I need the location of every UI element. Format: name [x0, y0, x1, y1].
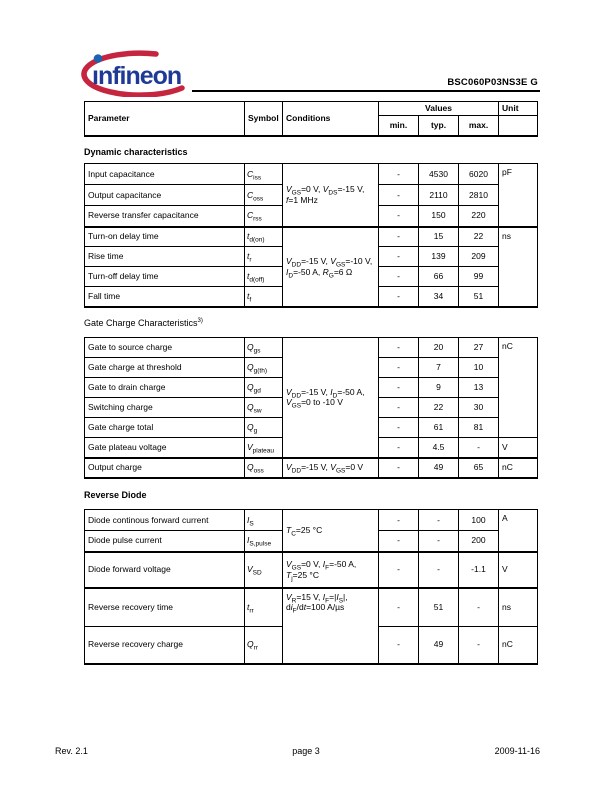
symbol-cell: $C_{iss}$	[245, 164, 283, 185]
max-value-cell: 200	[459, 531, 499, 552]
min-value-cell: -	[379, 458, 419, 478]
param-cell: Gate to drain charge	[85, 378, 245, 398]
param-cell: Diode pulse current	[85, 531, 245, 552]
min-value-cell: -	[379, 338, 419, 358]
param-cell: Output capacitance	[85, 185, 245, 206]
typ-value-cell: 49	[419, 627, 459, 664]
max-value-cell: 99	[459, 267, 499, 287]
gate-charge-table-box	[84, 337, 538, 479]
param-cell: Fall time	[85, 287, 245, 307]
typ-value-cell: 34	[419, 287, 459, 307]
symbol-cell: $V_{SD}$	[245, 552, 283, 588]
param-cell: Switching charge	[85, 398, 245, 418]
table-row	[85, 164, 538, 185]
column-header-table	[84, 101, 538, 137]
conditions-cell: $V_R=15$ V, $I_F=|I_S|$, $di_F/dt=100$ A/µs	[283, 588, 379, 664]
param-cell: Reverse transfer capacitance	[85, 206, 245, 227]
param-cell: Input capacitance	[85, 164, 245, 185]
param-cell: Gate charge total	[85, 418, 245, 438]
symbol-cell: $Q_g$	[245, 418, 283, 438]
min-value-cell: -	[379, 438, 419, 458]
min-header-cell: min.	[379, 116, 419, 136]
typ-value-cell: 9	[419, 378, 459, 398]
typ-value-cell: -	[419, 552, 459, 588]
min-value-cell: -	[379, 418, 419, 438]
footer-page-number: page 3	[292, 746, 320, 756]
max-value-cell: 51	[459, 287, 499, 307]
max-value-cell: 27	[459, 338, 499, 358]
infineon-logo	[72, 49, 202, 97]
symbol-cell: $Q_{sw}$	[245, 398, 283, 418]
min-value-cell: -	[379, 531, 419, 552]
min-value-cell: -	[379, 185, 419, 206]
max-value-cell: 209	[459, 247, 499, 267]
max-value-cell: 10	[459, 358, 499, 378]
max-value-cell: 81	[459, 418, 499, 438]
param-cell: Diode forward voltage	[85, 552, 245, 588]
min-value-cell: -	[379, 227, 419, 247]
header-rule	[192, 90, 540, 92]
param-cell: Diode continous forward current	[85, 510, 245, 531]
symbol-cell: $t_r$	[245, 247, 283, 267]
conditions-cell: $T_C=25$ °C	[283, 510, 379, 552]
conditions-cell: $V_{DD}=-15$ V, $V_{GS}=0$ V	[283, 458, 379, 478]
max-value-cell: 30	[459, 398, 499, 418]
spec-table	[84, 163, 538, 308]
symbol-cell: $Q_{rr}$	[245, 627, 283, 664]
min-value-cell: -	[379, 164, 419, 185]
typ-value-cell: 4530	[419, 164, 459, 185]
max-value-cell: 13	[459, 378, 499, 398]
param-cell: Gate to source charge	[85, 338, 245, 358]
symbol-cell: $C_{rss}$	[245, 206, 283, 227]
unit-cell: ns	[499, 227, 538, 307]
typ-value-cell: 49	[419, 458, 459, 478]
unit-cell: nC	[499, 458, 538, 478]
max-value-cell: -	[459, 438, 499, 458]
symbol-cell: $V_{plateau}$	[245, 438, 283, 458]
table-row	[85, 510, 538, 531]
symbol-cell: $t_{d(off)}$	[245, 267, 283, 287]
max-value-cell: -	[459, 588, 499, 627]
symbol-cell: $Q_{gs}$	[245, 338, 283, 358]
typ-value-cell: 61	[419, 418, 459, 438]
param-cell: Rise time	[85, 247, 245, 267]
max-value-cell: 2810	[459, 185, 499, 206]
unit-cell: nC	[499, 338, 538, 438]
min-value-cell: -	[379, 552, 419, 588]
typ-value-cell: -	[419, 531, 459, 552]
symbol-cell: $Q_{oss}$	[245, 458, 283, 478]
typ-value-cell: 150	[419, 206, 459, 227]
typ-header-cell: typ.	[419, 116, 459, 136]
logo-text: ınfineon	[92, 62, 182, 90]
typ-value-cell: 51	[419, 588, 459, 627]
symbol-cell: $Q_{gd}$	[245, 378, 283, 398]
typ-value-cell: 22	[419, 398, 459, 418]
typ-value-cell: 20	[419, 338, 459, 358]
spec-table	[84, 337, 538, 479]
typ-value-cell: 139	[419, 247, 459, 267]
max-value-cell: 220	[459, 206, 499, 227]
param-cell: Turn-on delay time	[85, 227, 245, 247]
conditions-header-cell: Conditions	[283, 102, 379, 136]
reverse-diode-table-box	[84, 509, 538, 665]
max-value-cell: -1.1	[459, 552, 499, 588]
unit-cell: V	[499, 438, 538, 458]
param-cell: Reverse recovery charge	[85, 627, 245, 664]
section-title-gate-charge-characteristics: Gate Charge Characteristics$^{3)}$	[84, 318, 203, 328]
min-value-cell: -	[379, 588, 419, 627]
conditions-cell: $V_{GS}=0$ V, $V_{DS}=-15$ V, f=1 MHz	[283, 164, 379, 227]
min-value-cell: -	[379, 287, 419, 307]
min-value-cell: -	[379, 627, 419, 664]
param-cell: Output charge	[85, 458, 245, 478]
param-cell: Turn-off delay time	[85, 267, 245, 287]
table-row	[85, 458, 538, 478]
min-value-cell: -	[379, 378, 419, 398]
min-value-cell: -	[379, 247, 419, 267]
symbol-cell: $C_{oss}$	[245, 185, 283, 206]
section-title-reverse-diode: Reverse Diode	[84, 490, 147, 500]
symbol-cell: $t_f$	[245, 287, 283, 307]
footer-date: 2009-11-16	[494, 746, 540, 756]
symbol-cell: $t_{d(on)}$	[245, 227, 283, 247]
unit-header-spacer-cell	[499, 116, 538, 136]
min-value-cell: -	[379, 358, 419, 378]
conditions-cell: $V_{DD}=-15$ V, $V_{GS}=-10$ V, $I_D=-50$ A, $R_G=6$ Ω	[283, 227, 379, 307]
param-cell: Reverse recovery time	[85, 588, 245, 627]
unit-header-cell: Unit	[499, 102, 538, 116]
table-row	[85, 227, 538, 247]
symbol-cell: $I_{S,pulse}$	[245, 531, 283, 552]
typ-value-cell: 4.5	[419, 438, 459, 458]
typ-value-cell: 66	[419, 267, 459, 287]
min-value-cell: -	[379, 398, 419, 418]
min-value-cell: -	[379, 510, 419, 531]
values-header-cell: Values	[379, 102, 499, 116]
symbol-cell: $Q_{g(th)}$	[245, 358, 283, 378]
max-value-cell: 6020	[459, 164, 499, 185]
symbol-header-cell: Symbol	[245, 102, 283, 136]
table-row	[85, 338, 538, 358]
unit-cell: ns	[499, 588, 538, 627]
min-value-cell: -	[379, 267, 419, 287]
footer-revision: Rev. 2.1	[55, 746, 88, 756]
unit-cell: nC	[499, 627, 538, 664]
column-header-table-box	[84, 101, 538, 137]
part-number: BSC060P03NS3E G	[447, 77, 538, 88]
param-cell: Gate plateau voltage	[85, 438, 245, 458]
max-value-cell: 100	[459, 510, 499, 531]
symbol-cell: $t_{rr}$	[245, 588, 283, 627]
typ-value-cell: 15	[419, 227, 459, 247]
max-value-cell: 65	[459, 458, 499, 478]
dynamic-characteristics-table-box	[84, 163, 538, 308]
parameter-header-cell: Parameter	[85, 102, 245, 136]
unit-cell: A	[499, 510, 538, 552]
symbol-cell: $I_S$	[245, 510, 283, 531]
typ-value-cell: 2110	[419, 185, 459, 206]
unit-cell: V	[499, 552, 538, 588]
spec-table	[84, 509, 538, 665]
unit-cell: pF	[499, 164, 538, 227]
table-row	[85, 552, 538, 588]
header-row-1	[85, 102, 538, 116]
conditions-cell: $V_{GS}=0$ V, $I_F=-50$ A, $T_j=25$ °C	[283, 552, 379, 588]
table-row	[85, 588, 538, 627]
conditions-cell: $V_{DD}=-15$ V, $I_D=-50$ A, $V_{GS}=0$ to -10 V	[283, 338, 379, 458]
max-value-cell: -	[459, 627, 499, 664]
section-title-dynamic-characteristics: Dynamic characteristics	[84, 147, 188, 157]
typ-value-cell: -	[419, 510, 459, 531]
param-cell: Gate charge at threshold	[85, 358, 245, 378]
min-value-cell: -	[379, 206, 419, 227]
max-value-cell: 22	[459, 227, 499, 247]
max-header-cell: max.	[459, 116, 499, 136]
typ-value-cell: 7	[419, 358, 459, 378]
